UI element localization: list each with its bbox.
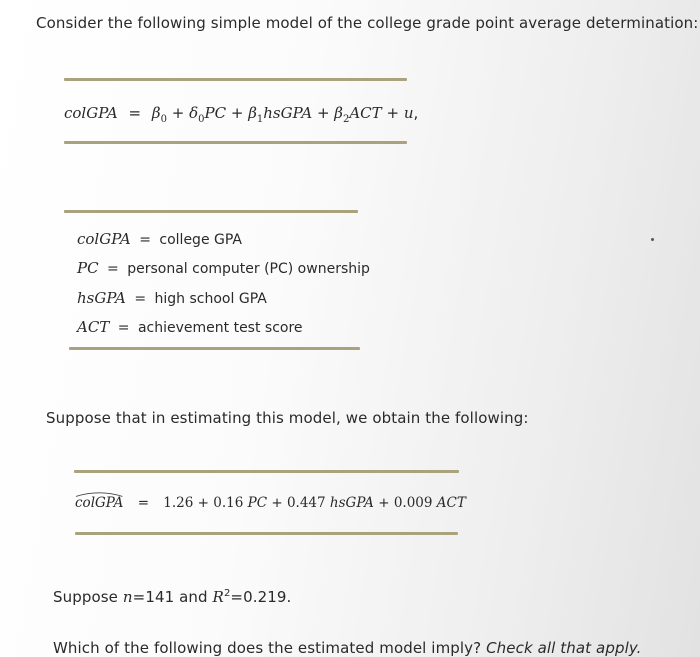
divider: [64, 141, 407, 144]
definition-equals: =: [117, 320, 130, 336]
estimated-lhs-text: colGPA: [75, 495, 124, 511]
stray-dot: [651, 238, 654, 241]
prompt-main: Which of the following does the estimated model imply?: [53, 639, 482, 657]
estimated-var-pc: PC: [247, 495, 268, 511]
stats-n-equals: =: [132, 588, 146, 606]
estimated-plus: +: [378, 495, 390, 511]
definition-row: [77, 230, 242, 248]
model-var-hsgpa: hsGPA: [263, 104, 313, 122]
estimated-plus: +: [271, 495, 283, 511]
divider: [75, 532, 458, 535]
model-delta0: δ: [189, 104, 199, 122]
definition-meaning: achievement test score: [137, 320, 303, 336]
model-var-pc: PC: [204, 104, 227, 122]
estimated-coef-pc: 0.16: [213, 495, 244, 511]
definition-equals: =: [134, 291, 147, 307]
definition-symbol: ACT: [77, 318, 110, 336]
stats-r-value: 0.219: [243, 588, 287, 606]
definition-row: [77, 318, 303, 336]
stats-and: and: [179, 588, 208, 606]
estimated-lhs: [75, 495, 123, 511]
stats-period: .: [286, 588, 292, 606]
definition-symbol: hsGPA: [77, 289, 126, 307]
definition-meaning: personal computer (PC) ownership: [127, 261, 370, 277]
divider: [69, 347, 360, 350]
model-lhs: colGPA: [64, 104, 118, 122]
hat-icon: [75, 491, 123, 497]
estimated-plus: +: [197, 495, 209, 511]
stats-prefix: Suppose: [53, 588, 118, 606]
stats-n-symbol: n: [122, 588, 133, 606]
stats-r-symbol: R: [212, 588, 224, 606]
model-beta0: β: [151, 104, 161, 122]
model-equation: [64, 104, 418, 125]
estimated-intercept: 1.26: [163, 495, 194, 511]
definition-meaning: high school GPA: [154, 291, 267, 307]
estimated-equals: =: [137, 495, 149, 511]
model-plus: +: [230, 104, 244, 122]
estimated-var-act: ACT: [436, 495, 466, 511]
definition-equals: =: [107, 261, 119, 277]
stats-r-superscript: 2: [223, 588, 231, 599]
divider: [64, 210, 358, 213]
definition-symbol: colGPA: [77, 230, 131, 248]
stats-n-value: 141: [145, 588, 175, 606]
model-var-act: ACT: [349, 104, 382, 122]
estimated-coef-act: 0.009: [393, 495, 433, 511]
model-equals: =: [128, 104, 142, 122]
definition-row: [77, 289, 267, 307]
model-comma: ,: [413, 104, 419, 122]
estimate-intro: Suppose that in estimating this model, we obtain the following:: [46, 409, 529, 427]
question-intro: Consider the following simple model of the college grade point average determination:: [36, 14, 699, 32]
definition-meaning: college GPA: [159, 232, 242, 248]
model-beta1-sub: 1: [256, 114, 264, 125]
estimated-coef-hsgpa: 0.447: [286, 495, 326, 511]
model-beta2-sub: 2: [342, 114, 350, 125]
model-plus: +: [386, 104, 400, 122]
model-beta2: β: [334, 104, 343, 122]
estimated-equation: [75, 495, 466, 511]
prompt-instruction: Check all that apply.: [486, 639, 642, 657]
model-delta0-sub: 0: [198, 114, 205, 125]
model-beta1: β: [248, 104, 257, 122]
definition-row: [77, 259, 370, 277]
divider: [74, 470, 459, 473]
model-plus: +: [316, 104, 330, 122]
model-beta0-sub: 0: [160, 114, 167, 125]
question-prompt: [53, 639, 642, 657]
estimated-var-hsgpa: hsGPA: [329, 495, 374, 511]
model-error: u: [403, 104, 414, 122]
definition-equals: =: [139, 232, 151, 248]
stats-line: [53, 588, 291, 606]
definition-symbol: PC: [77, 259, 99, 277]
stats-r-equals: =: [230, 588, 244, 606]
divider: [64, 78, 407, 81]
model-plus: +: [171, 104, 185, 122]
